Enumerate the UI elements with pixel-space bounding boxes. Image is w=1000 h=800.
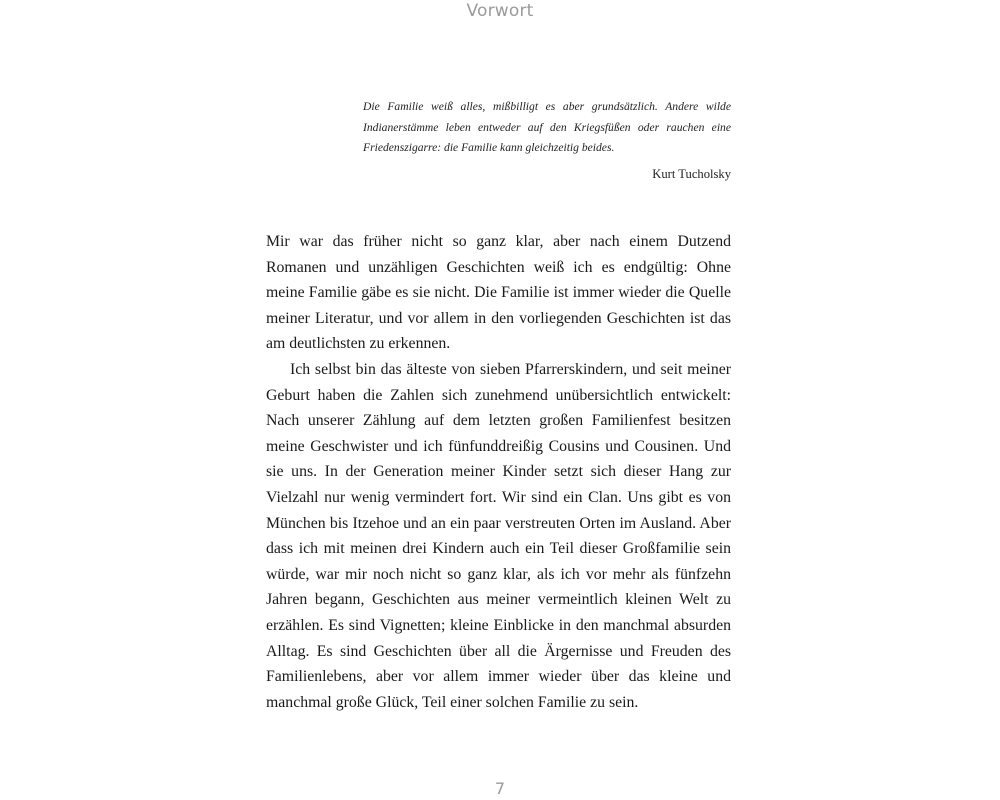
running-title: Vorwort xyxy=(466,1,534,21)
page-number: 7 xyxy=(494,779,506,798)
epigraph-quote: Die Familie weiß alles, mißbilligt es aber grundsätzlich. Andere wilde Indianerstämme leben entweder auf den Kriegsfüßen oder rauchen eine Friedenszigarre: die Familie kann gleichzeitig beides. xyxy=(363,100,731,154)
paragraph-1: Mir war das früher nicht so ganz klar, aber nach einem Dutzend Romanen und unzähligen Geschichten weiß ich es endgültig: Ohne meine Familie gäbe es sie nicht. Die Familie ist immer wieder die Quelle meiner Literatur, und vor allem in den vorliegenden Geschichten ist das am deutlichsten zu erkennen. xyxy=(266,233,731,353)
epigraph xyxy=(363,97,731,184)
paragraph-2: Ich selbst bin das älteste von sieben Pfarrerskindern, und seit meiner Geburt haben die Zahlen sich zunehmend unübersichtlich entwickelt: Nach unserer Zählung auf dem letzten großen Familienfest besitzen meine Geschwister und ich fünfunddreißig Cousins und Cousinen. Und sie uns. In der Generation meiner Kinder setzt sich dieser Hang zur Vielzahl nur wenig vermindert fort. Wir sind ein Clan. Uns gibt es von München bis Itzehoe und an ein paar verstreuten Orten im Ausland. Aber dass ich mit meinen drei Kindern auch ein Teil dieser Großfamilie sein würde, war mir noch nicht so ganz klar, als ich vor mehr als fünfzehn Jahren begann, Geschichten aus meiner vermeintlich kleinen Welt zu erzählen. Es sind Vignetten; kleine Einblicke in den manchmal absurden Alltag. Es sind Geschichten über all die Ärgernisse und Freuden des Familienlebens, aber vor allem immer wieder über das kleine und manchmal große Glück, Teil einer solchen Familie zu sein. xyxy=(266,360,731,711)
body-text xyxy=(266,229,731,715)
epigraph-author: Kurt Tucholsky xyxy=(652,166,731,181)
